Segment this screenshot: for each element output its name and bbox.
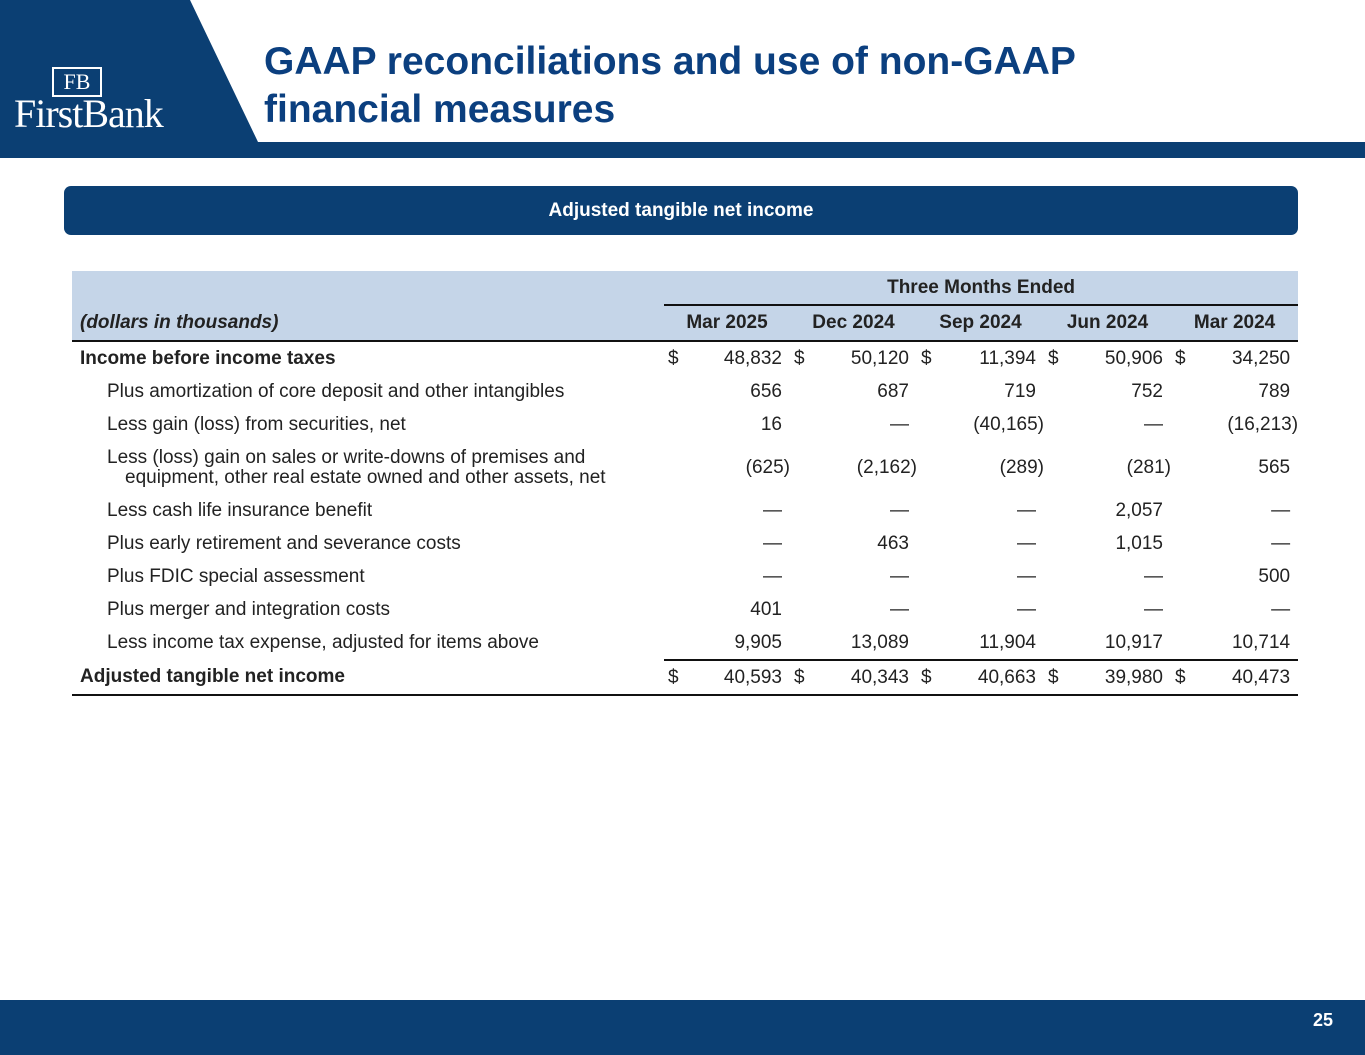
table-cell: —: [890, 598, 909, 620]
table-row: [72, 408, 1298, 441]
table-cell: (281): [1126, 456, 1171, 478]
currency-symbol: $: [664, 660, 684, 695]
table-cell: 789: [1258, 380, 1291, 402]
row-label: Income before income taxes: [80, 347, 336, 369]
table-cell: —: [890, 413, 909, 435]
header-empty-cell: [72, 271, 664, 305]
table-cell: (40,165): [973, 413, 1044, 435]
table-cell: 687: [877, 380, 909, 402]
table-cell: —: [1017, 565, 1036, 587]
table-row: [72, 441, 1298, 494]
table-row-total: [72, 660, 1298, 695]
row-label: Plus amortization of core deposit and other intangibles: [107, 380, 565, 402]
section-banner: Adjusted tangible net income: [64, 186, 1298, 235]
currency-symbol: $: [1044, 660, 1064, 695]
group-header: Three Months Ended: [664, 271, 1298, 305]
row-label: Plus FDIC special assessment: [107, 565, 365, 587]
table-row: [72, 593, 1298, 626]
table-cell: 401: [750, 598, 782, 620]
row-label-line-1: Less (loss) gain on sales or write-downs of premises and: [107, 446, 586, 468]
table-row: [72, 341, 1298, 375]
currency-symbol: $: [1171, 660, 1191, 695]
currency-symbol: $: [1048, 347, 1059, 369]
table-cell: 9,905: [684, 626, 790, 660]
table-cell: —: [1017, 499, 1036, 521]
table-cell: 719: [1004, 380, 1036, 402]
table-cell: —: [763, 565, 782, 587]
row-label: Less cash life insurance benefit: [107, 499, 373, 521]
table-cell: —: [1271, 499, 1291, 521]
table-cell: 10,917: [1064, 626, 1171, 660]
table-cell: 16: [760, 413, 782, 435]
table-cell: 34,250: [1231, 347, 1291, 369]
table-cell: —: [763, 532, 782, 554]
column-header: Sep 2024: [917, 305, 1044, 341]
table-cell: 565: [1258, 456, 1291, 478]
footer-bar: [0, 1000, 1365, 1055]
table-header-row-group: [72, 271, 1298, 305]
reconciliation-table-wrap: [72, 271, 1298, 696]
table-cell: —: [1144, 413, 1163, 435]
row-label: Less gain (loss) from securities, net: [107, 413, 406, 435]
table-cell: (289): [999, 456, 1044, 478]
table-cell: 50,120: [850, 347, 909, 369]
table-cell: (625): [745, 456, 790, 478]
page-number: 25: [1312, 1010, 1333, 1030]
table-cell: 2,057: [1115, 499, 1163, 521]
table-cell: 10,714: [1191, 626, 1298, 660]
page-title: [264, 38, 1264, 134]
table-cell: —: [1017, 598, 1036, 620]
currency-symbol: $: [1175, 347, 1186, 369]
table-row: [72, 560, 1298, 593]
table-row: [72, 527, 1298, 560]
row-label: [72, 441, 664, 494]
logo-text: FirstBank: [14, 91, 163, 136]
title-line-1: GAAP reconciliations and use of non-GAAP: [264, 40, 1076, 83]
table-cell: —: [1144, 598, 1163, 620]
table-cell: 39,980: [1064, 660, 1171, 695]
table-row: [72, 375, 1298, 408]
table-cell: 40,663: [937, 660, 1044, 695]
reconciliation-table: [72, 271, 1298, 696]
logo-mark: FB: [52, 67, 102, 97]
table-row: [72, 494, 1298, 527]
row-label: Plus merger and integration costs: [107, 598, 391, 620]
table-header-row-columns: [72, 305, 1298, 341]
table-cell: (2,162): [856, 456, 917, 478]
table-cell: 656: [750, 380, 782, 402]
table-cell: —: [890, 499, 909, 521]
row-label-line-2: equipment, other real estate owned and other assets, net: [125, 466, 606, 488]
table-cell: 500: [1258, 565, 1291, 587]
row-label: Adjusted tangible net income: [72, 660, 664, 695]
table-row: [72, 626, 1298, 660]
column-header: Mar 2024: [1171, 305, 1298, 341]
table-cell: —: [1144, 565, 1163, 587]
currency-symbol: $: [794, 347, 805, 369]
row-label: Less income tax expense, adjusted for items above: [107, 632, 539, 653]
table-cell: —: [1017, 532, 1036, 554]
table-cell: (16,213): [1227, 413, 1299, 435]
table-cell: 13,089: [810, 626, 917, 660]
title-line-2: financial measures: [264, 88, 616, 131]
currency-symbol: $: [668, 347, 679, 369]
column-header: Jun 2024: [1044, 305, 1171, 341]
table-cell: —: [1271, 532, 1291, 554]
row-label: Plus early retirement and severance costs: [107, 532, 461, 554]
table-cell: 40,593: [684, 660, 790, 695]
table-cell: 752: [1131, 380, 1163, 402]
units-label: (dollars in thousands): [72, 305, 664, 341]
column-header: Mar 2025: [664, 305, 790, 341]
table-cell: 50,906: [1104, 347, 1163, 369]
currency-symbol: $: [790, 660, 810, 695]
currency-symbol: $: [917, 660, 937, 695]
table-cell: 48,832: [723, 347, 782, 369]
table-cell: —: [763, 499, 782, 521]
table-cell: 40,343: [810, 660, 917, 695]
table-cell: 40,473: [1191, 660, 1298, 695]
table-cell: 11,394: [979, 347, 1036, 369]
column-header: Dec 2024: [790, 305, 917, 341]
table-cell: 1,015: [1115, 532, 1163, 554]
table-cell: 463: [877, 532, 909, 554]
firstbank-logo: [14, 64, 214, 140]
table-cell: 11,904: [937, 626, 1044, 660]
table-cell: —: [1271, 598, 1291, 620]
table-cell: —: [890, 565, 909, 587]
currency-symbol: $: [921, 347, 932, 369]
